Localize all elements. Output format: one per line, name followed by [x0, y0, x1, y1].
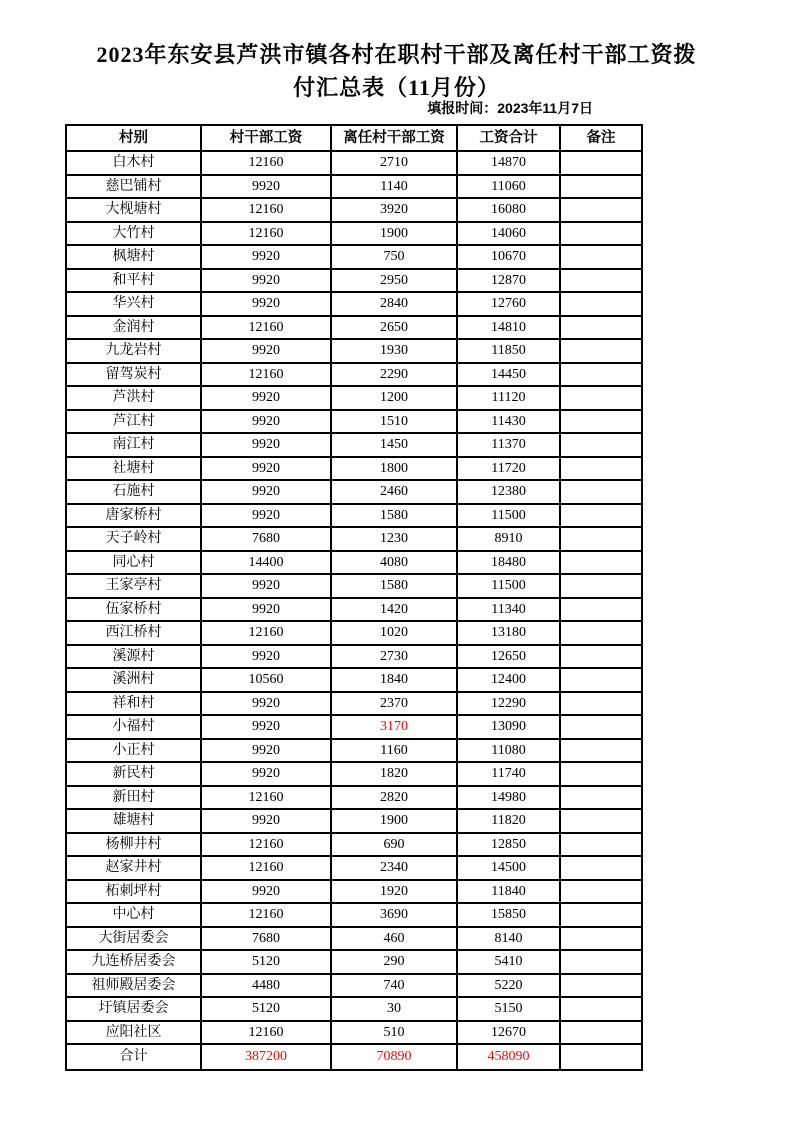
salary-total-cell: 14500 [457, 856, 560, 880]
report-time: 填报时间：2023年11月7日 [427, 100, 593, 116]
table-row [66, 316, 642, 340]
village-name-cell: 王家亭村 [66, 574, 201, 598]
village-name-cell: 社塘村 [66, 457, 201, 481]
retired-salary-cell: 2820 [331, 786, 457, 810]
salary-total-cell: 12380 [457, 480, 560, 504]
note-cell [560, 457, 642, 481]
salary-total-cell: 8910 [457, 527, 560, 551]
header-cadre-salary: 村干部工资 [201, 125, 331, 151]
village-name-cell: 芦洪村 [66, 386, 201, 410]
table-row [66, 222, 642, 246]
salary-total-cell: 12400 [457, 668, 560, 692]
note-cell [560, 950, 642, 974]
note-cell [560, 856, 642, 880]
retired-salary-cell: 2370 [331, 692, 457, 716]
retired-salary-cell: 1820 [331, 762, 457, 786]
retired-salary-cell: 3690 [331, 903, 457, 927]
table-row [66, 950, 642, 974]
cadre-salary-cell: 12160 [201, 1021, 331, 1045]
retired-salary-cell: 1420 [331, 598, 457, 622]
salary-total-cell: 11720 [457, 457, 560, 481]
note-cell [560, 692, 642, 716]
table-row [66, 269, 642, 293]
cadre-salary-cell: 7680 [201, 527, 331, 551]
village-name-cell: 溪洲村 [66, 668, 201, 692]
village-name-cell: 应阳社区 [66, 1021, 201, 1045]
salary-total-cell: 12760 [457, 292, 560, 316]
retired-salary-cell: 1140 [331, 175, 457, 199]
cadre-salary-cell: 5120 [201, 950, 331, 974]
salary-total-cell: 11740 [457, 762, 560, 786]
village-name-cell: 祥和村 [66, 692, 201, 716]
table-row [66, 574, 642, 598]
retired-salary-cell: 2650 [331, 316, 457, 340]
table-row [66, 410, 642, 434]
header-note: 备注 [560, 125, 642, 151]
table-body [66, 151, 642, 1070]
page-title-line1: 2023年东安县芦洪市镇各村在职村干部及离任村干部工资拨 [96, 42, 697, 67]
cadre-salary-cell: 9920 [201, 292, 331, 316]
retired-salary-cell: 510 [331, 1021, 457, 1045]
cadre-salary-cell: 9920 [201, 880, 331, 904]
note-cell [560, 292, 642, 316]
note-cell [560, 809, 642, 833]
salary-total-cell: 11850 [457, 339, 560, 363]
cadre-salary-cell: 9920 [201, 504, 331, 528]
note-cell [560, 1021, 642, 1045]
note-cell [560, 645, 642, 669]
village-name-cell: 杨柳井村 [66, 833, 201, 857]
table-row [66, 880, 642, 904]
table-row [66, 645, 642, 669]
header-village: 村别 [66, 125, 201, 151]
village-name-cell: 九龙岩村 [66, 339, 201, 363]
table-row [66, 175, 642, 199]
cadre-salary-cell: 9920 [201, 692, 331, 716]
village-name-cell: 慈巴铺村 [66, 175, 201, 199]
salary-total-cell: 12670 [457, 1021, 560, 1045]
table-row [66, 833, 642, 857]
salary-total-cell: 10670 [457, 245, 560, 269]
salary-total-cell: 14870 [457, 151, 560, 175]
table-row [66, 504, 642, 528]
note-cell [560, 668, 642, 692]
cadre-salary-cell: 9920 [201, 715, 331, 739]
retired-salary-cell: 2840 [331, 292, 457, 316]
note-cell [560, 927, 642, 951]
note-cell [560, 433, 642, 457]
cadre-salary-cell: 12160 [201, 621, 331, 645]
note-cell [560, 222, 642, 246]
retired-salary-cell: 1020 [331, 621, 457, 645]
village-name-cell: 枫塘村 [66, 245, 201, 269]
table-row [66, 245, 642, 269]
table-row [66, 786, 642, 810]
salary-total-cell: 13090 [457, 715, 560, 739]
header-salary-total: 工资合计 [457, 125, 560, 151]
table-row [66, 386, 642, 410]
table-row [66, 480, 642, 504]
retired-salary-cell: 1800 [331, 457, 457, 481]
cadre-salary-cell: 12160 [201, 786, 331, 810]
note-cell [560, 551, 642, 575]
retired-salary-cell: 2460 [331, 480, 457, 504]
cadre-salary-cell: 9920 [201, 245, 331, 269]
salary-total-cell: 11820 [457, 809, 560, 833]
salary-total-cell: 11500 [457, 574, 560, 598]
cadre-salary-cell: 12160 [201, 856, 331, 880]
header-retired-salary: 离任村干部工资 [331, 125, 457, 151]
salary-total-cell: 11370 [457, 433, 560, 457]
village-name-cell: 新民村 [66, 762, 201, 786]
retired-salary-cell: 1580 [331, 574, 457, 598]
retired-salary-cell: 460 [331, 927, 457, 951]
salary-total-cell: 11080 [457, 739, 560, 763]
table-header-row [66, 125, 642, 151]
cadre-salary-cell: 10560 [201, 668, 331, 692]
retired-salary-cell: 740 [331, 974, 457, 998]
cadre-salary-cell: 387200 [201, 1044, 331, 1070]
table-row [66, 903, 642, 927]
retired-salary-cell: 1200 [331, 386, 457, 410]
retired-salary-cell: 1900 [331, 809, 457, 833]
salary-total-cell: 5410 [457, 950, 560, 974]
table-row [66, 551, 642, 575]
village-name-cell: 圩镇居委会 [66, 997, 201, 1021]
cadre-salary-cell: 12160 [201, 222, 331, 246]
village-name-cell: 小正村 [66, 739, 201, 763]
cadre-salary-cell: 9920 [201, 762, 331, 786]
salary-total-cell: 12850 [457, 833, 560, 857]
note-cell [560, 269, 642, 293]
retired-salary-cell: 1930 [331, 339, 457, 363]
village-name-cell: 同心村 [66, 551, 201, 575]
table-row [66, 198, 642, 222]
retired-salary-cell: 3920 [331, 198, 457, 222]
retired-salary-cell: 1840 [331, 668, 457, 692]
village-name-cell: 天子岭村 [66, 527, 201, 551]
salary-total-cell: 14060 [457, 222, 560, 246]
salary-total-cell: 11340 [457, 598, 560, 622]
retired-salary-cell: 3170 [331, 715, 457, 739]
village-name-cell: 雄塘村 [66, 809, 201, 833]
village-name-cell: 金润村 [66, 316, 201, 340]
cadre-salary-cell: 9920 [201, 386, 331, 410]
cadre-salary-cell: 9920 [201, 574, 331, 598]
cadre-salary-cell: 9920 [201, 739, 331, 763]
note-cell [560, 480, 642, 504]
retired-salary-cell: 1920 [331, 880, 457, 904]
village-name-cell: 伍家桥村 [66, 598, 201, 622]
retired-salary-cell: 2290 [331, 363, 457, 387]
retired-salary-cell: 690 [331, 833, 457, 857]
village-name-cell: 西江桥村 [66, 621, 201, 645]
page-title-line2: 付汇总表（11月份） [293, 75, 500, 100]
cadre-salary-cell: 12160 [201, 198, 331, 222]
cadre-salary-cell: 12160 [201, 363, 331, 387]
table-row [66, 598, 642, 622]
cadre-salary-cell: 12160 [201, 903, 331, 927]
village-name-cell: 芦江村 [66, 410, 201, 434]
salary-total-cell: 15850 [457, 903, 560, 927]
table-row [66, 692, 642, 716]
table-row [66, 927, 642, 951]
retired-salary-cell: 1160 [331, 739, 457, 763]
salary-total-cell: 12290 [457, 692, 560, 716]
table-row [66, 363, 642, 387]
village-name-cell: 祖师殿居委会 [66, 974, 201, 998]
cadre-salary-cell: 9920 [201, 269, 331, 293]
cadre-salary-cell: 9920 [201, 480, 331, 504]
note-cell [560, 598, 642, 622]
cadre-salary-cell: 4480 [201, 974, 331, 998]
table-row [66, 151, 642, 175]
table-row [66, 339, 642, 363]
note-cell [560, 1044, 642, 1070]
table-row [66, 715, 642, 739]
village-name-cell: 南江村 [66, 433, 201, 457]
cadre-salary-cell: 12160 [201, 833, 331, 857]
salary-total-cell: 14980 [457, 786, 560, 810]
salary-total-cell: 13180 [457, 621, 560, 645]
village-name-cell: 新田村 [66, 786, 201, 810]
salary-total-cell: 11120 [457, 386, 560, 410]
note-cell [560, 903, 642, 927]
total-row [66, 1044, 642, 1070]
village-name-cell: 白木村 [66, 151, 201, 175]
cadre-salary-cell: 9920 [201, 175, 331, 199]
table-row [66, 739, 642, 763]
cadre-salary-cell: 12160 [201, 151, 331, 175]
retired-salary-cell: 1510 [331, 410, 457, 434]
village-name-cell: 唐家桥村 [66, 504, 201, 528]
table-row [66, 668, 642, 692]
village-name-cell: 华兴村 [66, 292, 201, 316]
village-name-cell: 大枧塘村 [66, 198, 201, 222]
salary-table [65, 124, 643, 1071]
village-name-cell: 中心村 [66, 903, 201, 927]
salary-total-cell: 5220 [457, 974, 560, 998]
note-cell [560, 410, 642, 434]
village-name-cell: 赵家井村 [66, 856, 201, 880]
retired-salary-cell: 2950 [331, 269, 457, 293]
village-name-cell: 大街居委会 [66, 927, 201, 951]
cadre-salary-cell: 9920 [201, 433, 331, 457]
note-cell [560, 880, 642, 904]
retired-salary-cell: 2730 [331, 645, 457, 669]
salary-total-cell: 12870 [457, 269, 560, 293]
note-cell [560, 621, 642, 645]
note-cell [560, 574, 642, 598]
salary-total-cell: 11840 [457, 880, 560, 904]
retired-salary-cell: 70890 [331, 1044, 457, 1070]
retired-salary-cell: 290 [331, 950, 457, 974]
table-row [66, 292, 642, 316]
retired-salary-cell: 1450 [331, 433, 457, 457]
retired-salary-cell: 2340 [331, 856, 457, 880]
note-cell [560, 715, 642, 739]
table-row [66, 433, 642, 457]
salary-total-cell: 5150 [457, 997, 560, 1021]
salary-total-cell: 11060 [457, 175, 560, 199]
note-cell [560, 739, 642, 763]
village-name-cell: 柘刺坪村 [66, 880, 201, 904]
page-title [40, 38, 753, 104]
note-cell [560, 316, 642, 340]
table-row [66, 527, 642, 551]
cadre-salary-cell: 5120 [201, 997, 331, 1021]
village-name-cell: 大竹村 [66, 222, 201, 246]
retired-salary-cell: 30 [331, 997, 457, 1021]
note-cell [560, 997, 642, 1021]
table-row [66, 809, 642, 833]
table-row [66, 1021, 642, 1045]
table-row [66, 856, 642, 880]
note-cell [560, 151, 642, 175]
note-cell [560, 504, 642, 528]
village-name-cell: 留驾炭村 [66, 363, 201, 387]
salary-total-cell: 8140 [457, 927, 560, 951]
table-row [66, 457, 642, 481]
cadre-salary-cell: 7680 [201, 927, 331, 951]
retired-salary-cell: 750 [331, 245, 457, 269]
cadre-salary-cell: 9920 [201, 809, 331, 833]
total-label-cell: 合计 [66, 1044, 201, 1070]
table-row [66, 762, 642, 786]
cadre-salary-cell: 9920 [201, 598, 331, 622]
retired-salary-cell: 1230 [331, 527, 457, 551]
salary-total-cell: 11500 [457, 504, 560, 528]
salary-total-cell: 11430 [457, 410, 560, 434]
salary-total-cell: 12650 [457, 645, 560, 669]
note-cell [560, 245, 642, 269]
note-cell [560, 339, 642, 363]
cadre-salary-cell: 12160 [201, 316, 331, 340]
table-row [66, 997, 642, 1021]
note-cell [560, 198, 642, 222]
note-cell [560, 786, 642, 810]
salary-total-cell: 16080 [457, 198, 560, 222]
cadre-salary-cell: 9920 [201, 410, 331, 434]
village-name-cell: 九连桥居委会 [66, 950, 201, 974]
village-name-cell: 小福村 [66, 715, 201, 739]
salary-total-cell: 14450 [457, 363, 560, 387]
note-cell [560, 833, 642, 857]
retired-salary-cell: 1580 [331, 504, 457, 528]
village-name-cell: 溪源村 [66, 645, 201, 669]
note-cell [560, 974, 642, 998]
note-cell [560, 386, 642, 410]
retired-salary-cell: 2710 [331, 151, 457, 175]
note-cell [560, 363, 642, 387]
cadre-salary-cell: 14400 [201, 551, 331, 575]
salary-total-cell: 18480 [457, 551, 560, 575]
retired-salary-cell: 4080 [331, 551, 457, 575]
note-cell [560, 527, 642, 551]
village-name-cell: 石施村 [66, 480, 201, 504]
retired-salary-cell: 1900 [331, 222, 457, 246]
table-row [66, 974, 642, 998]
cadre-salary-cell: 9920 [201, 339, 331, 363]
cadre-salary-cell: 9920 [201, 645, 331, 669]
cadre-salary-cell: 9920 [201, 457, 331, 481]
table-row [66, 621, 642, 645]
note-cell [560, 762, 642, 786]
salary-total-cell: 458090 [457, 1044, 560, 1070]
note-cell [560, 175, 642, 199]
salary-total-cell: 14810 [457, 316, 560, 340]
village-name-cell: 和平村 [66, 269, 201, 293]
